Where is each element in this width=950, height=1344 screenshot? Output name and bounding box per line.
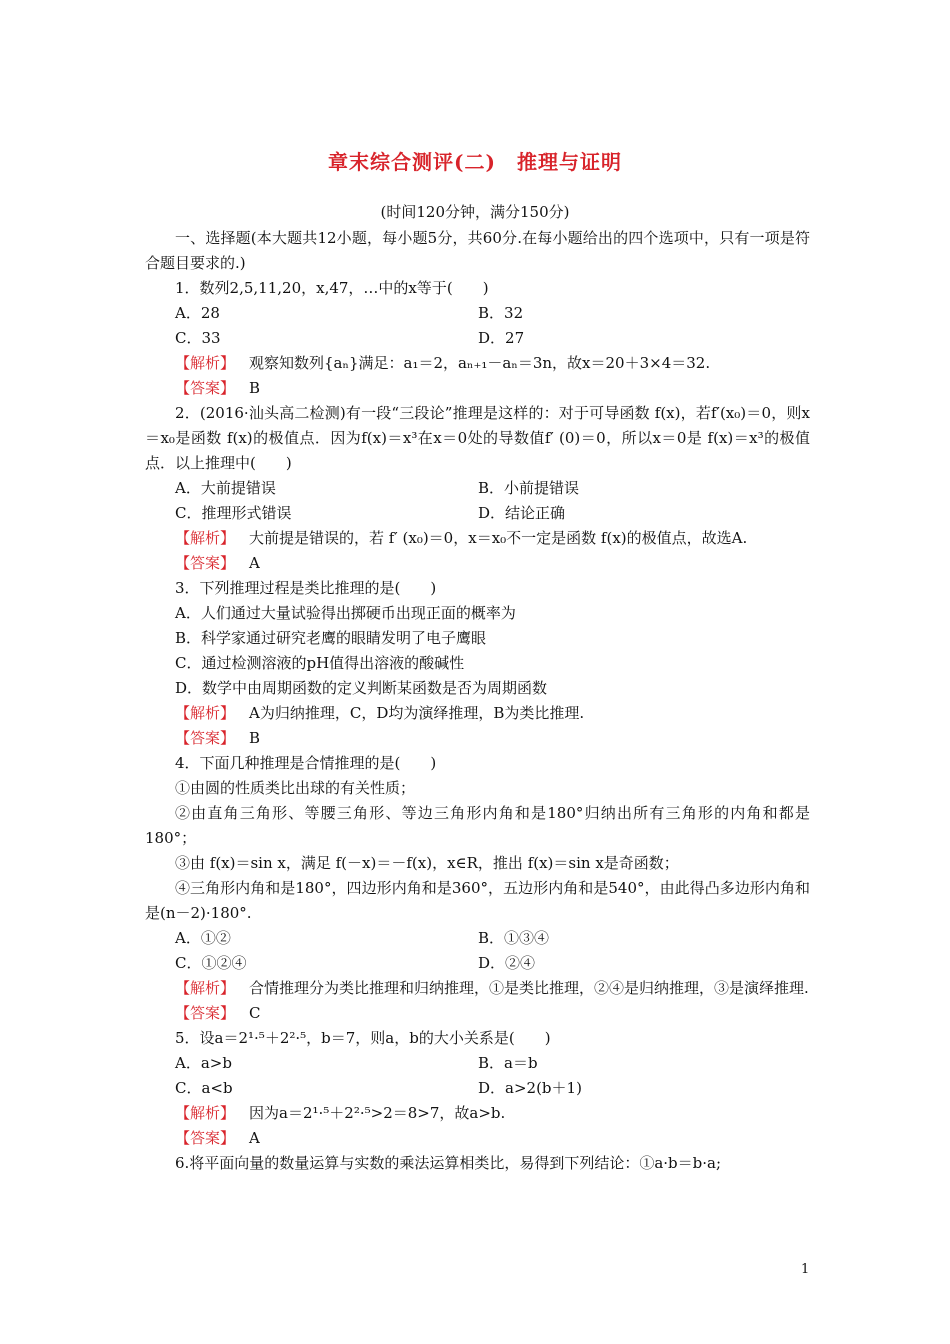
option-b: B．a＝b (478, 1054, 538, 1072)
section-heading: 一、选择题(本大题共12小题，每小题5分，共60分.在每小题给出的四个选项中，只有一项是符合题目要求的.) (145, 229, 810, 272)
option-a: A．大前提错误 (175, 479, 276, 497)
analysis-text: 观察知数列{aₙ}满足：a₁＝2，aₙ₊₁－aₙ＝3n，故x＝20＋3×4＝32. (249, 354, 711, 372)
question-2-answer (145, 551, 810, 576)
page-number: 1 (801, 1262, 810, 1277)
analysis-label: 【解析】 (175, 704, 236, 722)
answer-label: 【答案】 (175, 729, 236, 747)
statement-3: ③由 f(x)＝sin x，满足 f(－x)＝－f(x)，x∈R，推出 f(x)＝sin x是奇函数； (175, 854, 679, 872)
question-5-answer (145, 1126, 810, 1151)
analysis-text: 合情推理分为类比推理和归纳推理，①是类比推理，②④是归纳推理，③是演绎推理. (249, 979, 809, 997)
option-d: D．数学中由周期函数的定义判断某函数是否为周期函数 (175, 679, 548, 697)
option-d: D．a>2(b＋1) (478, 1079, 582, 1097)
statement-4: ④三角形内角和是180°，四边形内角和是360°，五边形内角和是540°，由此得凸多边形内角和是(n－2)·180°. (145, 879, 810, 922)
option-d: D．27 (478, 329, 525, 347)
option-d: D．结论正确 (478, 504, 566, 522)
question-2-analysis (145, 526, 810, 551)
analysis-label: 【解析】 (175, 354, 236, 372)
answer-text: C (249, 1004, 261, 1022)
question-2-options-row2 (145, 501, 810, 526)
option-c: C．33 (175, 329, 221, 347)
question-5-stem: 5．设a＝2¹·⁵＋2²·⁵，b＝7，则a，b的大小关系是( ) (175, 1029, 551, 1047)
question-2-options-row1 (145, 476, 810, 501)
option-c: C．①②④ (175, 954, 247, 972)
analysis-text: 大前提是错误的，若 f′ (x₀)＝0，x＝x₀不一定是函数 f(x)的极值点，故选A. (249, 529, 748, 547)
answer-label: 【答案】 (175, 554, 236, 572)
answer-label: 【答案】 (175, 1129, 236, 1147)
question-6-stem: 6.将平面向量的数量运算与实数的乘法运算相类比，易得到下列结论：①a·b＝b·a; (175, 1154, 721, 1172)
question-5-analysis (145, 1101, 810, 1126)
question-4-stem: 4．下面几种推理是合情推理的是( ) (175, 754, 437, 772)
statement-2: ②由直角三角形、等腰三角形、等边三角形内角和是180°归纳出所有三角形的内角和都是180°； (145, 804, 810, 847)
analysis-label: 【解析】 (175, 1104, 236, 1122)
question-4-options-row1 (145, 926, 810, 951)
page-title: 章末综合测评(二) 推理与证明 (328, 150, 622, 174)
answer-text: B (249, 379, 261, 397)
analysis-text: A为归纳推理，C，D均为演绎推理，B为类比推理. (249, 704, 585, 722)
option-b: B．32 (478, 304, 524, 322)
analysis-label: 【解析】 (175, 529, 236, 547)
question-5-options-row2 (145, 1076, 810, 1101)
option-d: D．②④ (478, 954, 536, 972)
question-5-options-row1 (145, 1051, 810, 1076)
analysis-text: 因为a＝2¹·⁵＋2²·⁵>2＝8>7，故a>b. (249, 1104, 506, 1122)
answer-label: 【答案】 (175, 1004, 236, 1022)
option-a: A．a>b (175, 1054, 232, 1072)
option-a: A．28 (175, 304, 220, 322)
analysis-label: 【解析】 (175, 979, 236, 997)
option-b: B．小前提错误 (478, 479, 580, 497)
question-1-analysis (145, 351, 810, 376)
option-b: B．①③④ (478, 929, 550, 947)
answer-text: B (249, 729, 261, 747)
option-c: C．推理形式错误 (175, 504, 292, 522)
question-4-options-row2 (145, 951, 810, 976)
question-3-answer (145, 726, 810, 751)
question-1-stem: 1．数列2,5,11,20，x,47，…中的x等于( ) (175, 279, 489, 297)
question-1-options-row2 (145, 326, 810, 351)
exam-info: (时间120分钟，满分150分) (380, 203, 570, 221)
answer-text: A (249, 554, 260, 572)
option-a: A．人们通过大量试验得出掷硬币出现正面的概率为 (175, 604, 516, 622)
option-c: C．a<b (175, 1079, 233, 1097)
exam-content (145, 226, 810, 1176)
question-4-answer (145, 1001, 810, 1026)
option-b: B．科学家通过研究老鹰的眼睛发明了电子鹰眼 (175, 629, 487, 647)
question-3-stem: 3．下列推理过程是类比推理的是( ) (175, 579, 437, 597)
question-1-answer (145, 376, 810, 401)
answer-label: 【答案】 (175, 379, 236, 397)
question-3-analysis (145, 701, 810, 726)
answer-text: A (249, 1129, 260, 1147)
question-1-options-row1 (145, 301, 810, 326)
question-4-analysis (145, 976, 810, 1001)
option-a: A．①② (175, 929, 231, 947)
option-c: C．通过检测溶液的pH值得出溶液的酸碱性 (175, 654, 465, 672)
question-2-stem: 2．(2016·汕头高二检测)有一段“三段论”推理是这样的：对于可导函数 f(x)，若f′(x₀)＝0，则x＝x₀是函数 f(x)的极值点．因为f(x)＝x³在x＝0处的导数值f′ (0)＝0，所以x＝0是 f(x)＝x³的极值点．以上推理中( ) (145, 404, 810, 472)
statement-1: ①由圆的性质类比出球的有关性质； (175, 779, 416, 797)
